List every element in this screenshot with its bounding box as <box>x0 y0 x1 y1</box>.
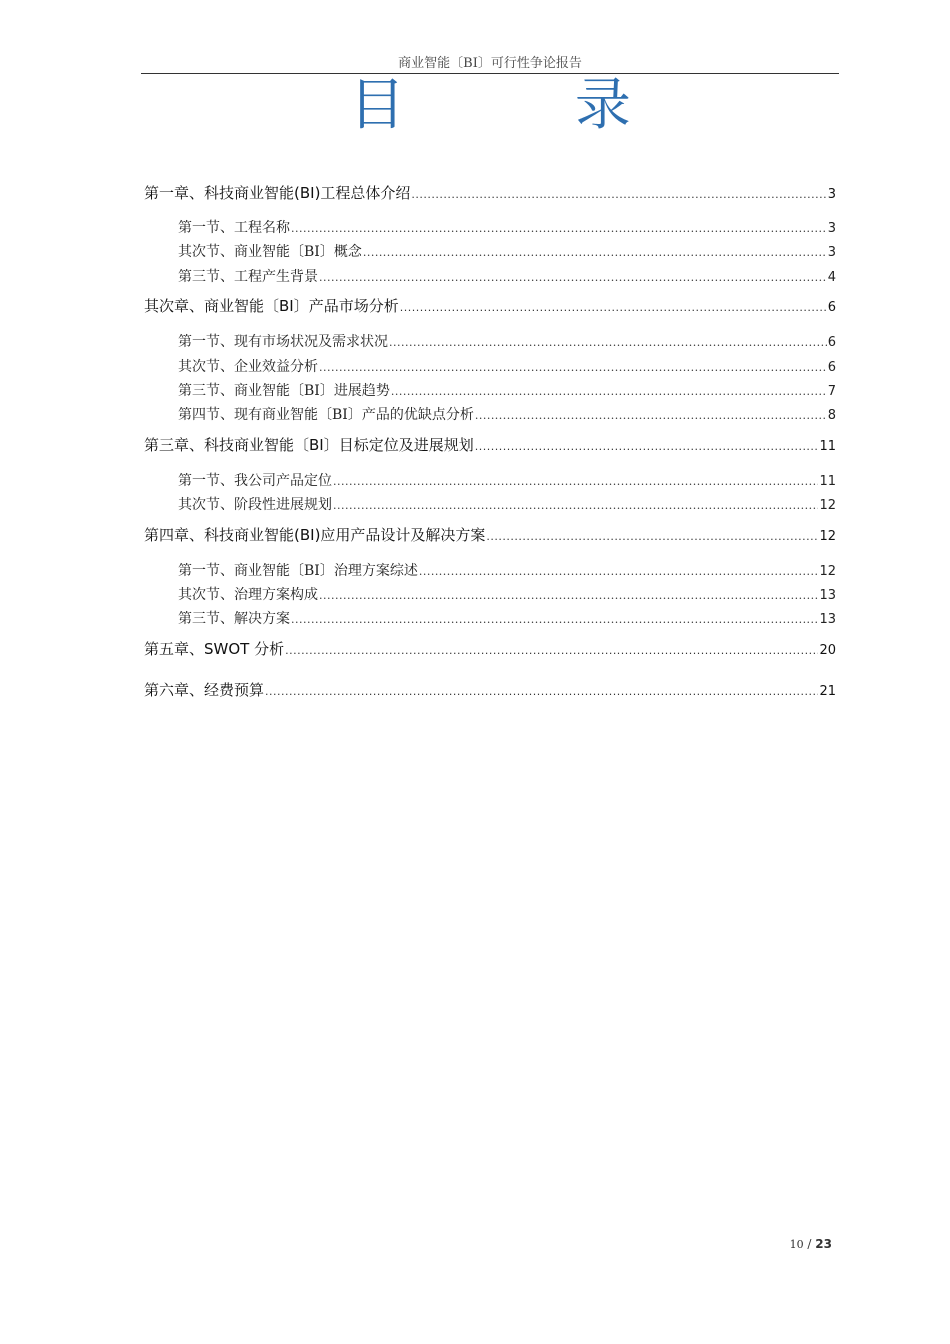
current-page-number: 10 <box>789 1238 804 1251</box>
toc-entry-text: 第六章、经费预算 <box>144 681 265 699</box>
page-number <box>760 1235 832 1253</box>
toc-entry-chapter-4[interactable] <box>144 524 836 546</box>
dot-leader <box>285 638 818 660</box>
dot-leader <box>389 331 827 353</box>
toc-entry-section[interactable] <box>178 404 836 426</box>
dot-leader <box>319 584 818 606</box>
toc-entry-page: 12 <box>819 564 836 579</box>
running-header: 商业智能〔BI〕可行性争论报告 <box>141 55 839 74</box>
toc-entry-text: 第三节、解决方案 <box>178 611 290 627</box>
dot-leader <box>291 217 827 239</box>
toc-entry-chapter-3[interactable] <box>144 434 836 456</box>
toc-entry-section[interactable] <box>178 470 836 492</box>
toc-entry-page: 3 <box>827 187 836 202</box>
toc-entry-page: 6 <box>827 300 836 315</box>
toc-entry-chapter-1[interactable] <box>144 182 836 204</box>
dot-leader <box>319 356 827 378</box>
dot-leader <box>475 434 819 456</box>
toc-entry-section[interactable] <box>178 217 836 239</box>
toc-entry-text: 其次章、商业智能〔BI〕产品市场分析 <box>144 297 399 315</box>
toc-entry-page: 3 <box>827 245 836 260</box>
toc-entry-text: 第一节、工程名称 <box>178 220 290 236</box>
dot-leader <box>333 494 818 516</box>
toc-entry-chapter-5[interactable] <box>144 638 836 660</box>
toc-entry-page: 7 <box>827 384 836 399</box>
toc-title: 目 录 <box>349 73 707 138</box>
toc-entry-chapter-6[interactable] <box>144 679 836 701</box>
dot-leader <box>391 380 827 402</box>
page-separator: / <box>807 1237 812 1251</box>
dot-leader <box>265 679 818 701</box>
toc-entry-text: 其次节、治理方案构成 <box>178 587 318 603</box>
toc-entry-text: 第一节、我公司产品定位 <box>178 473 332 489</box>
toc-entry-page: 12 <box>819 529 836 544</box>
dot-leader <box>291 608 818 630</box>
toc-entry-section[interactable] <box>178 266 836 288</box>
toc-entry-text: 第一章、科技商业智能(BI)工程总体介绍 <box>144 184 411 202</box>
toc-entry-page: 11 <box>819 439 836 454</box>
toc-entry-page: 12 <box>819 498 836 513</box>
toc-entry-text: 其次节、商业智能〔BI〕概念 <box>178 244 362 260</box>
dot-leader <box>411 182 826 204</box>
toc-entry-text: 其次节、阶段性进展规划 <box>178 497 332 513</box>
toc-entry-section[interactable] <box>178 380 836 402</box>
dot-leader <box>363 241 827 263</box>
toc-entry-section[interactable] <box>178 560 836 582</box>
toc-entry-text: 第四节、现有商业智能〔BI〕产品的优缺点分析 <box>178 407 474 423</box>
toc-entry-text: 第一节、商业智能〔BI〕治理方案综述 <box>178 563 418 579</box>
toc-entry-page: 6 <box>827 335 836 350</box>
toc-entry-text: 第三节、工程产生背景 <box>178 269 318 285</box>
toc-entry-page: 3 <box>827 221 836 236</box>
toc-entry-page: 6 <box>827 360 836 375</box>
dot-leader <box>400 295 827 317</box>
toc-entry-page: 13 <box>819 588 836 603</box>
toc-entry-section[interactable] <box>178 356 836 378</box>
dot-leader <box>319 266 827 288</box>
toc-entry-chapter-2[interactable] <box>144 295 836 317</box>
toc-entry-section[interactable] <box>178 608 836 630</box>
toc-entry-page: 13 <box>819 612 836 627</box>
total-pages: 23 <box>815 1237 832 1251</box>
toc-entry-page: 20 <box>819 643 836 658</box>
dot-leader <box>475 404 827 426</box>
toc-entry-text: 第五章、SWOT 分析 <box>144 640 285 658</box>
dot-leader <box>486 524 818 546</box>
dot-leader <box>419 560 819 582</box>
toc-entry-text: 第三章、科技商业智能〔BI〕目标定位及进展规划 <box>144 436 474 454</box>
toc-entry-page: 11 <box>819 474 836 489</box>
dot-leader <box>333 470 818 492</box>
toc-entry-text: 第三节、商业智能〔BI〕进展趋势 <box>178 383 390 399</box>
toc-entry-text: 其次节、企业效益分析 <box>178 359 318 375</box>
toc-entry-section[interactable] <box>178 331 836 353</box>
toc-entry-section[interactable] <box>178 584 836 606</box>
toc-entry-page: 4 <box>827 270 836 285</box>
toc-entry-text: 第一节、现有市场状况及需求状况 <box>178 334 388 350</box>
toc-entry-section[interactable] <box>178 241 836 263</box>
toc-entry-text: 第四章、科技商业智能(BI)应用产品设计及解决方案 <box>144 526 486 544</box>
toc-entry-page: 21 <box>819 684 836 699</box>
toc-entry-section[interactable] <box>178 494 836 516</box>
toc-entry-page: 8 <box>827 408 836 423</box>
